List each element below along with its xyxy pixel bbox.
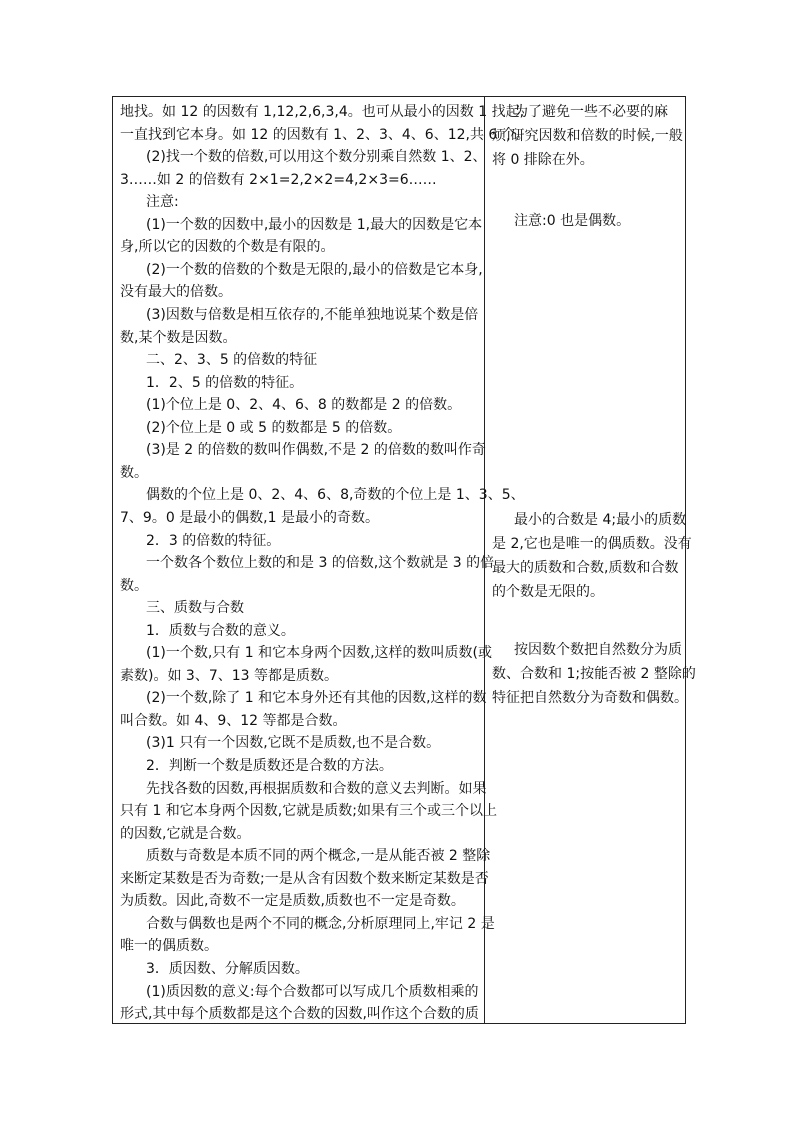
text-line: 的因数,它就是合数。	[120, 825, 251, 842]
subsection-heading: 2．判断一个数是质数还是合数的方法。	[146, 758, 393, 774]
text-line: 3……如 2 的倍数有 2×1=2,2×2=4,2×3=6……	[120, 171, 437, 188]
subsection-heading: 3．质因数、分解质因数。	[146, 960, 309, 977]
text-line: (1)一个数,只有 1 和它本身两个因数,这样的数叫质数(或	[146, 645, 492, 662]
text-line: 注意:	[146, 194, 179, 211]
text-line: 素数)。如 3、7、13 等都是质数。	[120, 667, 338, 684]
section-heading: 三、质数与合数	[146, 600, 244, 617]
note-line: 烦,研究因数和倍数的时候,一般	[492, 128, 683, 144]
subsection-heading: 1．质数与合数的意义。	[146, 622, 295, 639]
note-line: 将 0 排除在外。	[492, 152, 594, 168]
text-line: 一个数各个数位上数的和是 3 的倍数,这个数就是 3 的倍	[146, 555, 495, 571]
note-line: 最小的合数是 4;最小的质数	[514, 512, 687, 528]
text-line: (2)一个数,除了 1 和它本身外还有其他的因数,这样的数	[146, 690, 487, 707]
text-line: (1)个位上是 0、2、4、6、8 的数都是 2 的倍数。	[146, 397, 462, 414]
note-line: 为了避免一些不必要的麻	[514, 104, 668, 120]
note-line: 的个数是无限的。	[492, 584, 604, 600]
text-line: (2)找一个数的倍数,可以用这个数分别乘自然数 1、2、	[146, 149, 487, 166]
subsection-heading: 2．3 的倍数的特征。	[146, 532, 281, 549]
text-line: 一直找到它本身。如 12 的因数有 1、2、3、4、6、12,共 6 个。	[120, 126, 530, 143]
text-line: (3)因数与倍数是相互依存的,不能单独地说某个数是倍	[146, 307, 479, 323]
note-line: 数、合数和 1;按能否被 2 整除的	[492, 666, 696, 682]
text-line: 叫合数。如 4、9、12 等都是合数。	[120, 712, 347, 729]
text-line: 偶数的个位上是 0、2、4、6、8,奇数的个位上是 1、3、5、	[146, 487, 525, 504]
text-line: 7、9。0 是最小的偶数,1 是最小的奇数。	[120, 509, 379, 526]
text-line: 合数与偶数也是两个不同的概念,分析原理同上,牢记 2 是	[146, 915, 495, 932]
note-line: 最大的质数和合数,质数和合数	[492, 560, 679, 576]
text-line: 先找各数的因数,再根据质数和合数的意义去判断。如果	[146, 780, 487, 797]
text-line: 为质数。因此,奇数不一定是质数,质数也不一定是奇数。	[120, 893, 465, 910]
text-line: 地找。如 12 的因数有 1,12,2,6,3,4。也可从最小的因数 1 找起,	[120, 104, 525, 120]
text-line: 来断定某数是否为奇数;一是从含有因数个数来断定某数是否	[120, 870, 489, 887]
text-line: (1)一个数的因数中,最小的因数是 1,最大的因数是它本	[146, 216, 483, 233]
text-line: (3)是 2 的倍数的数叫作偶数,不是 2 的倍数的数叫作奇	[146, 442, 486, 459]
text-line: (2)一个数的倍数的个数是无限的,最小的倍数是它本身,	[146, 261, 483, 278]
section-heading: 二、2、3、5 的倍数的特征	[146, 352, 318, 369]
text-line: 形式,其中每个质数都是这个合数的因数,叫作这个合数的质	[120, 1006, 479, 1022]
text-line: (1)质因数的意义:每个合数都可以写成几个质数相乘的	[146, 983, 479, 1000]
note-line: 特征把自然数分为奇数和偶数。	[492, 690, 688, 706]
subsection-heading: 1．2、5 的倍数的特征。	[146, 374, 304, 391]
text-line: 只有 1 和它本身两个因数,它就是质数;如果有三个或三个以上	[120, 803, 497, 820]
text-line: 唯一的偶质数。	[120, 938, 218, 955]
text-line: (2)个位上是 0 或 5 的数都是 5 的倍数。	[146, 419, 402, 436]
note-line: 是 2,它也是唯一的偶质数。没有	[492, 536, 692, 552]
text-line: 数,某个数是因数。	[120, 329, 237, 346]
text-line: (3)1 只有一个因数,它既不是质数,也不是合数。	[146, 735, 441, 752]
text-line: 数。	[120, 464, 148, 481]
text-line: 质数与奇数是本质不同的两个概念,一是从能否被 2 整除	[146, 848, 491, 865]
text-line: 没有最大的倍数。	[120, 284, 232, 301]
text-line: 身,所以它的因数的个数是有限的。	[120, 239, 335, 256]
text-line: 数。	[120, 577, 148, 594]
note-line: 按因数个数把自然数分为质	[514, 642, 682, 658]
note-line: 注意:0 也是偶数。	[514, 213, 631, 229]
